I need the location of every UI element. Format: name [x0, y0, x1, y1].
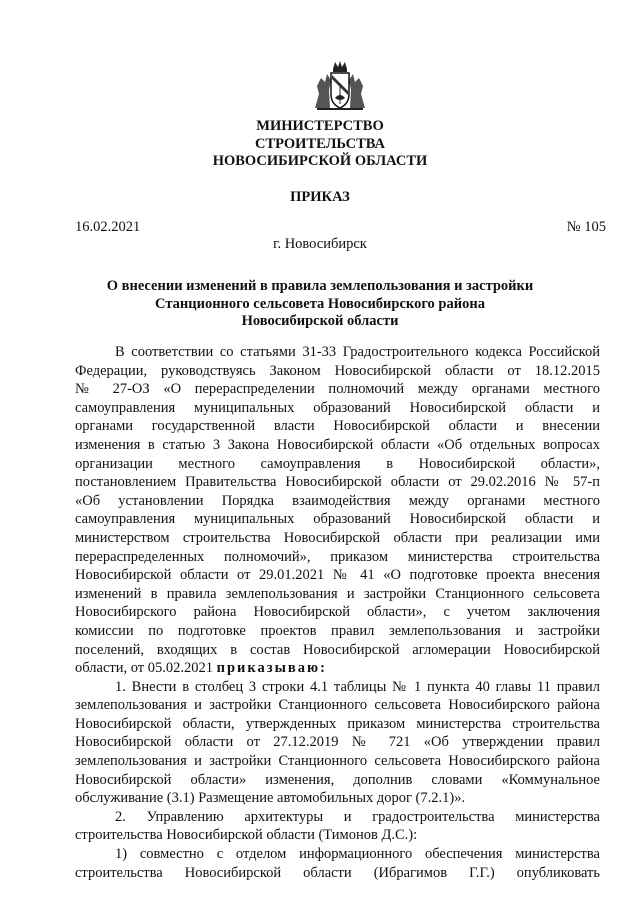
coat-of-arms-icon: [311, 60, 369, 112]
body-line: перераспределенных полномочий», приказом министерства строительства: [75, 548, 600, 565]
order-subject: [0, 278, 640, 331]
order-date: 16.02.2021: [75, 219, 141, 235]
body-line: изменений в правила землепользования и застройки Станционного сельсовета: [75, 585, 600, 602]
body-line: Новосибирского района Новосибирской области», с учетом заключения: [75, 604, 600, 621]
body-line: В соответствии со статьями 31-33 Градостроительного кодекса Российской: [115, 344, 600, 360]
body-line: землепользования и застройки Станционного сельсовета Новосибирского района: [75, 697, 600, 714]
body-line: организации местного самоуправления в Новосибирской области»,: [75, 455, 600, 472]
order-body: [75, 343, 600, 882]
body-line: органами государственной власти Новосибирской области и внесении: [75, 418, 600, 435]
document-type-title: ПРИКАЗ: [290, 189, 350, 205]
body-line: министерством строительства Новосибирской области при реализации ими: [75, 529, 600, 546]
subject-line: Новосибирской области: [241, 313, 399, 329]
body-line: № 27-ОЗ «О перераспределении полномочий между органами местного: [75, 381, 600, 398]
body-line: Новосибирской области от 27.12.2019 № 721 «Об утверждении правил: [75, 734, 600, 751]
order-city: г. Новосибирск: [273, 236, 367, 252]
ministry-line: НОВОСИБИРСКОЙ ОБЛАСТИ: [212, 153, 428, 169]
ministry-line: МИНИСТЕРСТВО: [256, 118, 384, 134]
body-line: Федерации, руководствуясь Законом Новосибирской области от 18.12.2015: [75, 362, 600, 379]
body-line: строительства Новосибирской области (Тимонов Д.С.):: [75, 827, 418, 844]
body-line: изменения в статью 3 Закона Новосибирской области «Об отдельных вопросах: [75, 436, 600, 453]
body-line: землепользования и застройки Станционного сельсовета Новосибирского района: [75, 753, 600, 770]
body-line: «Об установлении Порядка взаимодействия между органами местного: [75, 492, 600, 509]
body-line: поселений, входящих в состав Новосибирской агломерации Новосибирской: [75, 641, 600, 658]
body-line: строительства Новосибирской области (Ибрагимов Г.Г.) опубликовать: [75, 864, 600, 881]
ministry-header: [0, 118, 640, 171]
body-line: 1. Внести в столбец 3 строки 4.1 таблицы № 1 пункта 40 главы 11 правил: [115, 678, 600, 695]
subject-line: О внесении изменений в правила землепользования и застройки: [106, 278, 534, 294]
order-keyword: приказываю:: [216, 660, 327, 677]
body-line: [75, 659, 600, 678]
body-line: постановлением Правительства Новосибирской области от 29.02.2016 № 57-п: [75, 474, 600, 491]
body-line: Новосибирской области от 29.01.2021 № 41 «О подготовке проекта внесения: [75, 567, 600, 584]
body-line: 2. Управлению архитектуры и градостроительства министерства: [115, 808, 600, 825]
body-line: Новосибирской области» изменения, дополнив словами «Коммунальное: [75, 771, 600, 788]
body-line: самоуправления муниципальных образований Новосибирской области и: [75, 511, 600, 528]
subject-line: Станционного сельсовета Новосибирского района: [155, 295, 485, 312]
body-line: обслуживание (3.1) Размещение автомобильных дорог (7.2.1)».: [75, 790, 466, 807]
body-line: комиссии по подготовке проектов правил землепользования и застройки: [75, 622, 600, 639]
ministry-line: СТРОИТЕЛЬСТВА: [254, 135, 386, 152]
order-number: № 105: [566, 219, 606, 235]
body-line: самоуправления муниципальных образований Новосибирской области и: [75, 399, 600, 416]
body-line: Новосибирской области, утвержденных приказом министерства строительства: [75, 715, 600, 732]
body-text: области, от 05.02.2021: [75, 660, 217, 677]
body-line: 1) совместно с отделом информационного обеспечения министерства: [115, 846, 600, 863]
